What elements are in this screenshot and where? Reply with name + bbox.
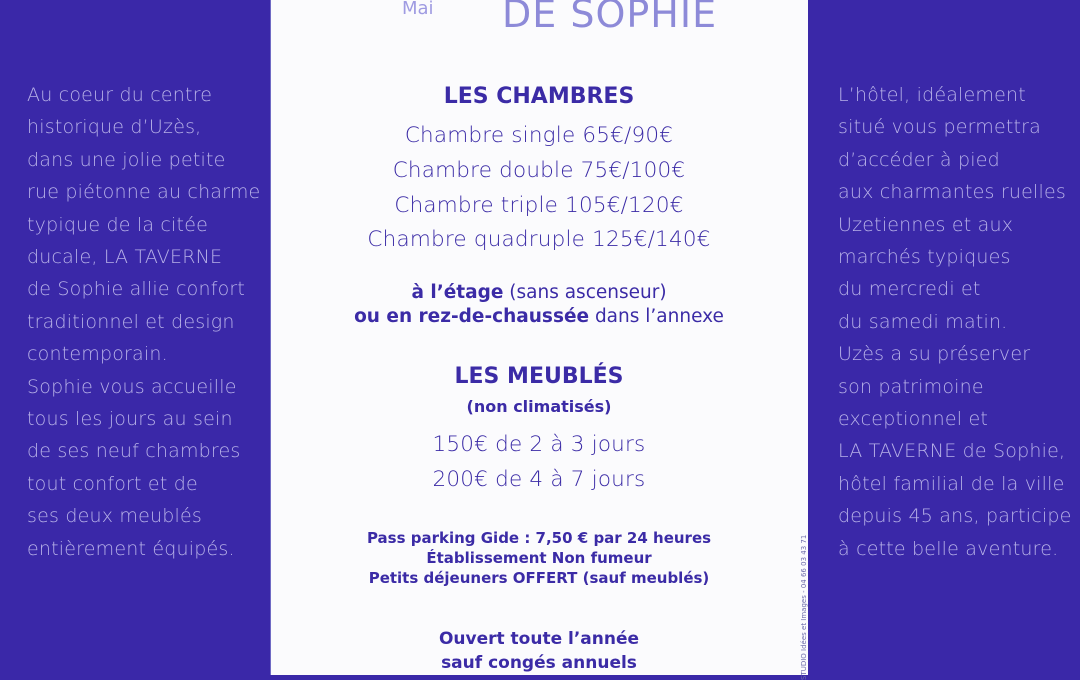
- right-text-line: exceptionnel et: [838, 408, 989, 431]
- left-text-line: tous les jours au sein: [27, 408, 233, 431]
- right-text-line: marchés typiques: [838, 246, 1011, 269]
- left-text-line: contemporain.: [27, 343, 168, 366]
- right-text-line: aux charmantes ruelles: [838, 181, 1066, 204]
- right-text-line: à cette belle aventure.: [838, 537, 1059, 560]
- left-text-line: ses deux meublés: [27, 505, 202, 528]
- parking-info: Pass parking Gide : 7,50 € par 24 heures: [366, 529, 712, 547]
- floor-bold-text: à l’étage: [411, 282, 504, 303]
- room-price-single: Chambre single 65€/90€: [404, 123, 674, 148]
- left-text-line: dans une jolie petite: [27, 148, 226, 171]
- furnished-subtitle: (non climatisés): [466, 397, 612, 416]
- room-price-double: Chambre double 75€/100€: [392, 158, 686, 183]
- closure-line: sauf congés annuels: [441, 653, 637, 673]
- furnished-heading: LES MEUBLÉS: [454, 364, 624, 389]
- floor-note-text: (sans ascenseur): [503, 282, 667, 303]
- right-description-text: [838, 79, 1071, 565]
- left-text-line: typique de la citée: [27, 213, 208, 236]
- ground-floor-note-text: dans l’annexe: [589, 306, 724, 327]
- logo-top-fragment: Mai: [402, 0, 434, 19]
- non-smoking-info: Établissement Non fumeur: [426, 549, 652, 567]
- left-description-panel: [0, 0, 270, 675]
- left-text-line: rue piétonne au charme: [27, 181, 261, 204]
- right-text-line: hôtel familial de la ville: [838, 472, 1065, 495]
- left-text-line: traditionnel et design: [27, 310, 235, 333]
- left-text-line: de Sophie allie confort: [27, 278, 246, 301]
- ground-floor-note: [270, 306, 808, 327]
- right-text-line: situé vous permettra: [838, 116, 1042, 139]
- furnished-price-short: 150€ de 2 à 3 jours: [432, 432, 646, 457]
- left-text-line: Sophie vous accueille: [27, 375, 237, 398]
- hotel-logo: DE SOPHIE: [502, 0, 718, 36]
- rooms-heading: LES CHAMBRES: [443, 84, 635, 109]
- right-text-line: Uzetiennes et aux: [838, 213, 1014, 236]
- printer-credit: STUDIO Idées et Images - 04 66 03 43 71: [800, 534, 808, 680]
- left-text-line: de ses neuf chambres: [27, 440, 241, 463]
- room-price-quadruple: Chambre quadruple 125€/140€: [367, 227, 711, 252]
- right-text-line: LA TAVERNE de Sophie,: [838, 440, 1066, 463]
- left-text-line: ducale, LA TAVERNE: [27, 246, 223, 269]
- left-text-line: tout confort et de: [27, 472, 198, 495]
- left-text-line: Au coeur du centre: [27, 84, 213, 106]
- floor-access-note: [270, 282, 808, 303]
- right-text-line: Uzès a su préserver: [838, 343, 1031, 366]
- breakfast-info: Petits déjeuners OFFERT (sauf meublés): [368, 569, 710, 587]
- right-text-line: son patrimoine: [838, 375, 984, 398]
- right-text-line: d’accéder à pied: [838, 148, 1000, 171]
- furnished-price-long: 200€ de 4 à 7 jours: [432, 467, 646, 492]
- room-price-triple: Chambre triple 105€/120€: [394, 193, 684, 218]
- right-text-line: du samedi matin.: [838, 310, 1008, 333]
- opening-line: Ouvert toute l’année: [438, 629, 640, 649]
- ground-floor-bold-text: ou en rez-de-chaussée: [354, 306, 590, 327]
- right-text-line: L’hôtel, idéalement: [838, 84, 1026, 106]
- left-description-text: [27, 79, 260, 565]
- left-text-line: entièrement équipés.: [27, 537, 235, 560]
- right-text-line: du mercredi et: [838, 278, 981, 301]
- right-text-line: depuis 45 ans, participe: [838, 505, 1072, 528]
- left-text-line: historique d’Uzès,: [27, 116, 202, 139]
